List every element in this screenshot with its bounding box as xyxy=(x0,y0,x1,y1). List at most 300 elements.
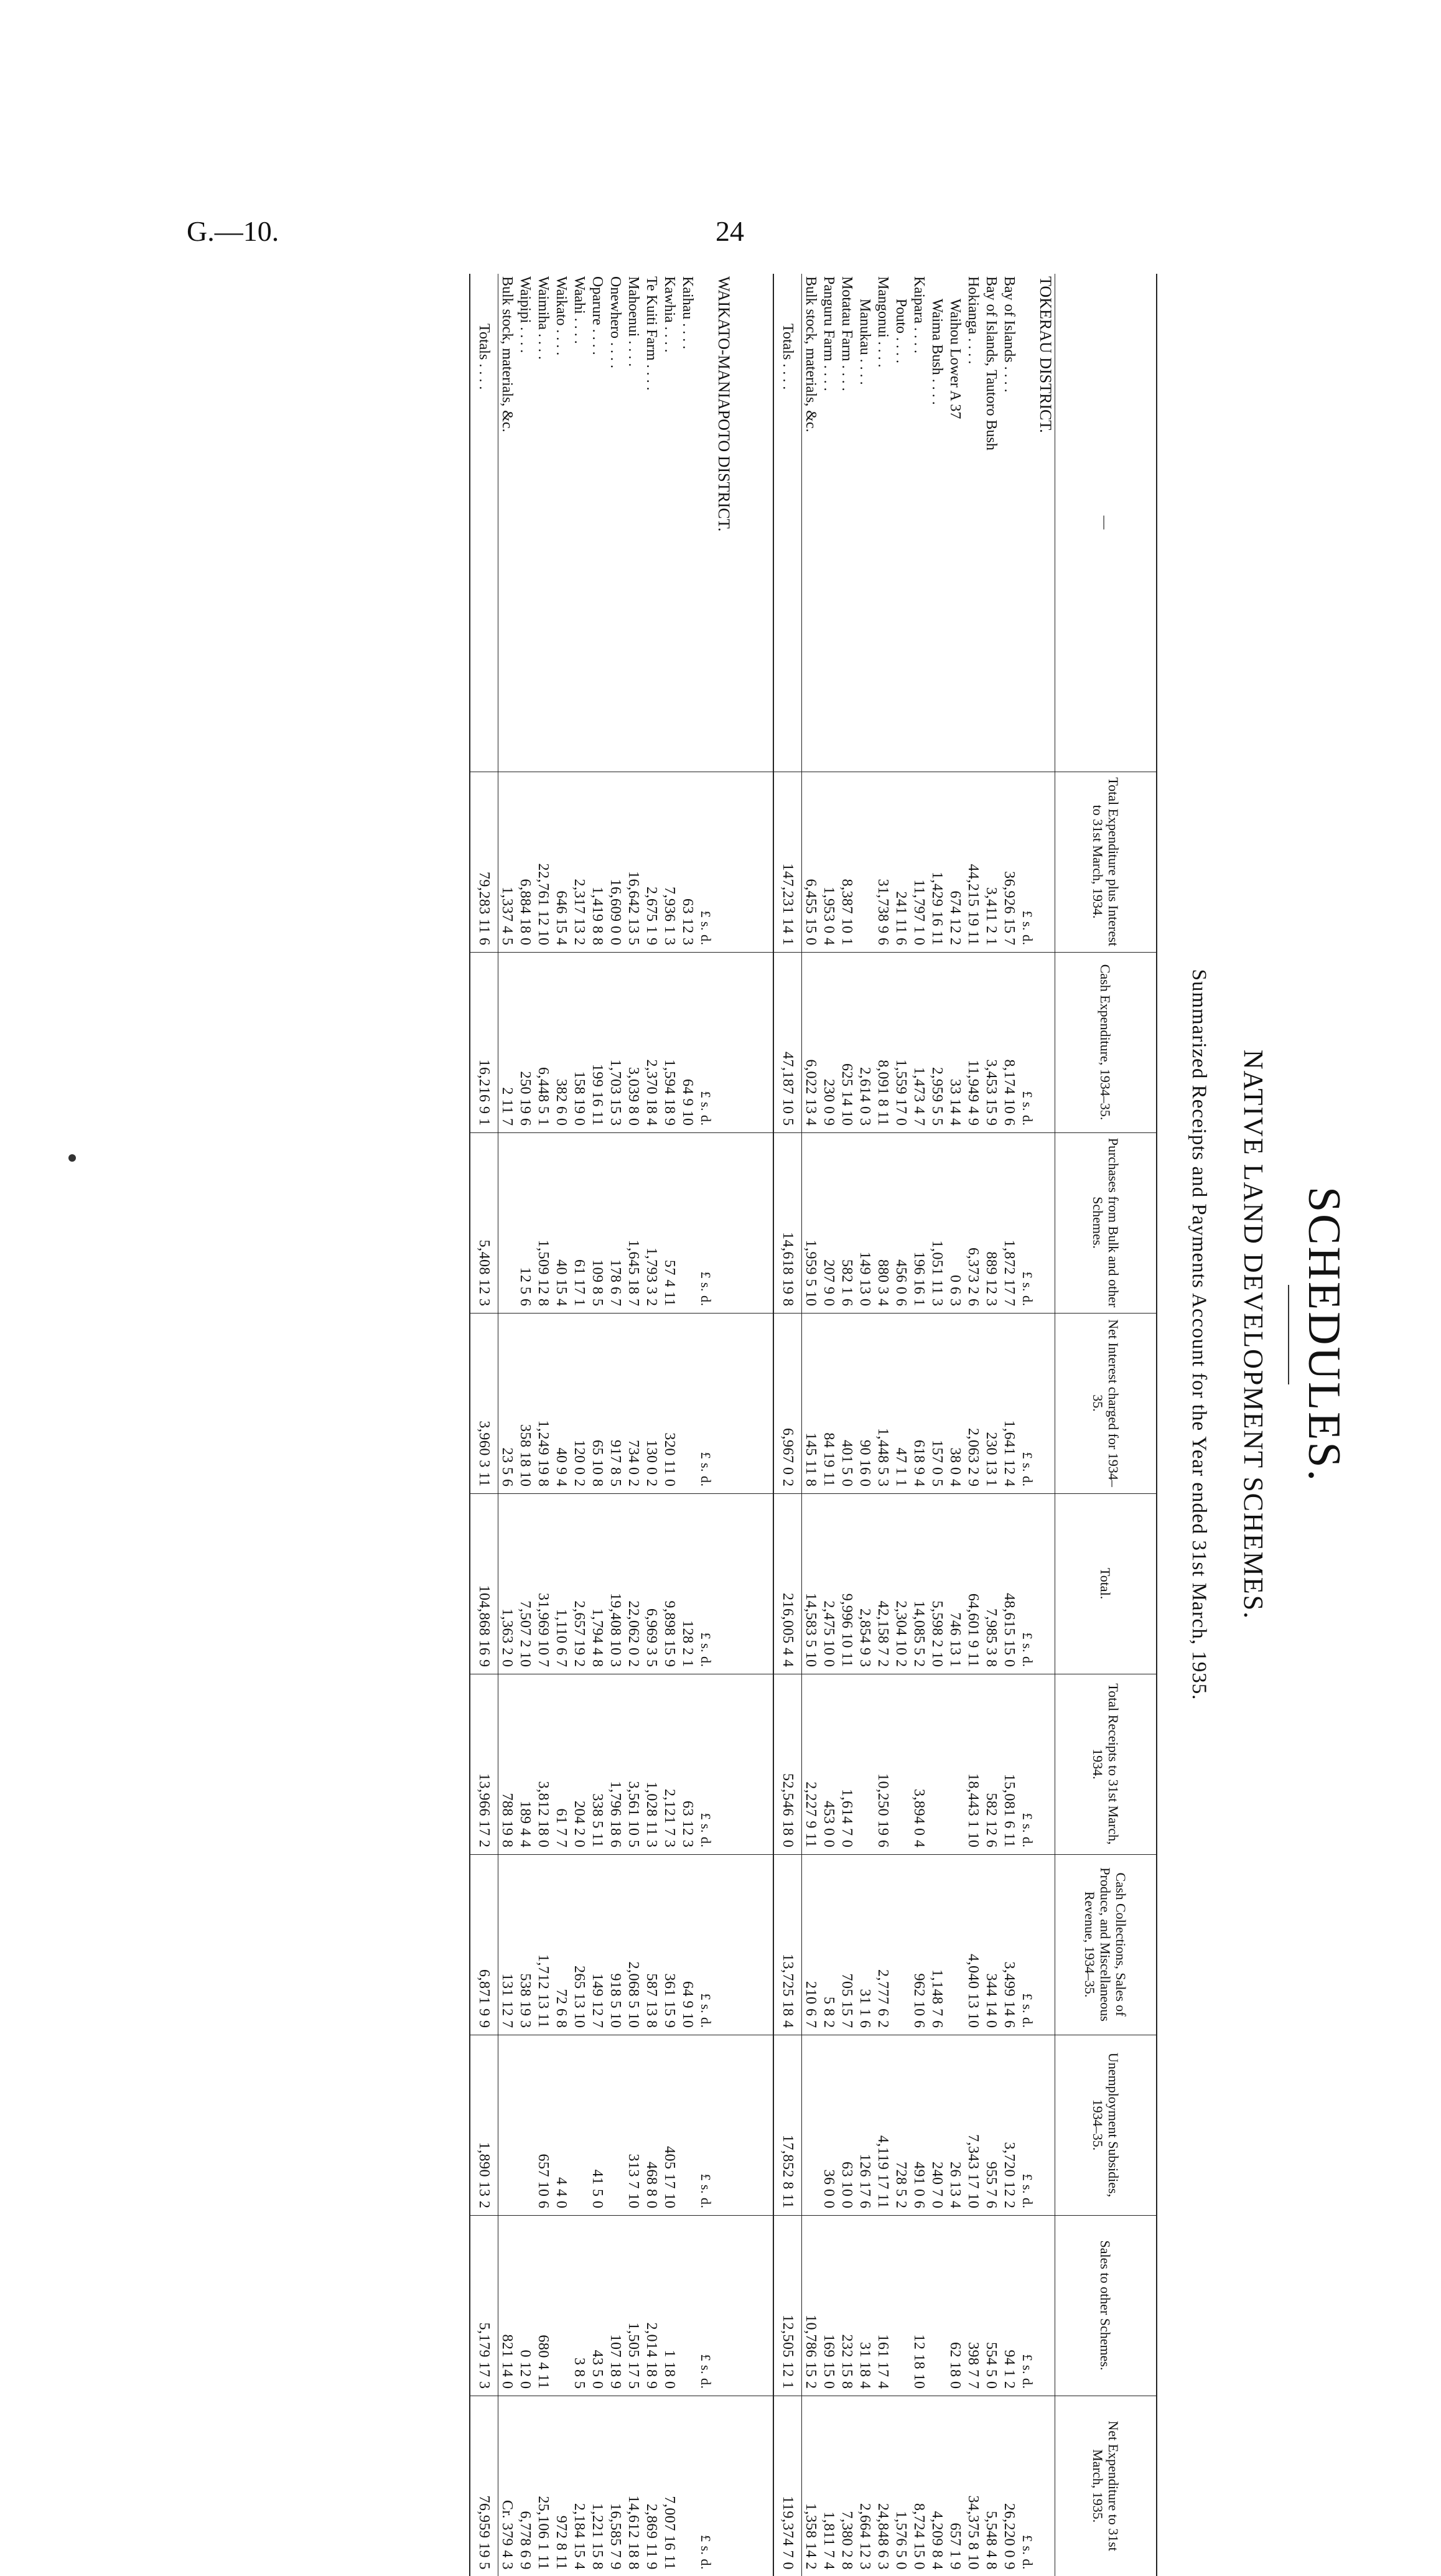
amount-cell: 6,022 13 4 xyxy=(802,952,821,1132)
amount-cell: 4,209 8 4 xyxy=(928,2396,946,2576)
amount-cell: 6,884 18 0 xyxy=(516,772,534,952)
amount-cell: 44,215 19 11 xyxy=(964,772,982,952)
amount-cell: 240 7 0 xyxy=(928,2035,946,2215)
units-label: £ s. d. xyxy=(1019,1313,1037,1493)
amount-cell: 6,455 15 0 xyxy=(802,772,821,952)
amount-cell: 1,959 5 10 xyxy=(802,1132,821,1313)
units-label: £ s. d. xyxy=(697,952,715,1132)
amount-cell xyxy=(928,1674,946,1854)
rotated-page-content xyxy=(149,268,1369,2570)
amount-cell: 11,949 4 9 xyxy=(964,952,982,1132)
scheme-name: Panguru Farm . . . . xyxy=(821,276,837,391)
amount-cell: 1,645 18 7 xyxy=(625,1132,643,1313)
amount-cell: 15,081 6 11 xyxy=(1000,1674,1019,1854)
column-header: Total Expenditure plus Interest to 31st March, 1934. xyxy=(1055,772,1157,952)
table-row xyxy=(498,274,517,2576)
amount-cell: 680 4 11 xyxy=(534,2215,553,2396)
amount-cell xyxy=(679,2035,697,2215)
units-label: £ s. d. xyxy=(1019,952,1037,1132)
scheme-name: Te Kuiti Farm . . . . xyxy=(643,276,660,391)
total-amount: 119,374 7 0 xyxy=(773,2396,802,2576)
table-cell xyxy=(1037,2396,1055,2576)
scheme-name: Kawhia . . . . xyxy=(661,276,678,353)
units-label: £ s. d. xyxy=(697,1854,715,2035)
amount-cell: 401 5 0 xyxy=(838,1313,856,1493)
amount-cell: 43 5 0 xyxy=(589,2215,607,2396)
table-cell xyxy=(715,1132,733,1313)
amount-cell: 149 13 0 xyxy=(856,1132,874,1313)
amount-cell: 1,148 7 6 xyxy=(928,1854,946,2035)
amount-cell: 109 8 5 xyxy=(589,1132,607,1313)
column-header: Purchases from Bulk and other Schemes. xyxy=(1055,1132,1157,1313)
units-label: £ s. d. xyxy=(697,1313,715,1493)
amount-cell: 344 14 0 xyxy=(982,1854,1000,2035)
amount-cell: 130 0 2 xyxy=(643,1313,661,1493)
amount-cell: 788 19 8 xyxy=(498,1674,517,1854)
table-cell xyxy=(1037,1674,1055,1854)
amount-cell: 16,585 7 9 xyxy=(607,2396,625,2576)
amount-cell xyxy=(802,2035,821,2215)
totals-row xyxy=(773,274,802,2576)
total-amount: 12,505 12 1 xyxy=(773,2215,802,2396)
amount-cell: 204 2 0 xyxy=(571,1674,589,1854)
total-amount: 104,868 16 9 xyxy=(470,1493,498,1674)
amount-cell: 746 13 1 xyxy=(946,1493,964,1674)
table-row xyxy=(892,274,910,2576)
totals-row xyxy=(470,274,498,2576)
amount-cell: 3,561 10 5 xyxy=(625,1674,643,1854)
page-reference: G.—10. xyxy=(187,215,279,247)
table-cell xyxy=(715,2396,733,2576)
amount-cell: 34,375 8 10 xyxy=(964,2396,982,2576)
amount-cell: 61 7 7 xyxy=(553,1674,571,1854)
amount-cell: 36,926 15 7 xyxy=(1000,772,1019,952)
amount-cell: 917 8 5 xyxy=(607,1313,625,1493)
amount-cell: 178 6 7 xyxy=(607,1132,625,1313)
amount-cell: 2,121 7 3 xyxy=(661,1674,679,1854)
amount-cell xyxy=(498,1132,517,1313)
amount-cell: Cr. 379 4 3 xyxy=(498,2396,517,2576)
amount-cell: 705 15 7 xyxy=(838,1854,856,2035)
title-rule xyxy=(1288,1285,1289,1384)
amount-cell xyxy=(553,2215,571,2396)
scheme-name: Pouto . . . . xyxy=(893,299,910,364)
table-row xyxy=(802,274,821,2576)
amount-cell: 230 13 1 xyxy=(982,1313,1000,1493)
amount-cell: 149 12 7 xyxy=(589,1854,607,2035)
amount-cell: 8,724 15 0 xyxy=(910,2396,928,2576)
amount-cell: 1,363 2 0 xyxy=(498,1493,517,1674)
table-cell xyxy=(1037,1132,1055,1313)
amount-cell: 2,777 6 2 xyxy=(874,1854,892,2035)
total-amount: 5,179 17 3 xyxy=(470,2215,498,2396)
scheme-name: Kaipara . . . . xyxy=(911,276,928,353)
amount-cell xyxy=(516,2035,534,2215)
table-cell xyxy=(1037,1313,1055,1493)
amount-cell: 646 15 4 xyxy=(553,772,571,952)
table-cell xyxy=(1037,1854,1055,2035)
table-cell xyxy=(1037,952,1055,1132)
amount-cell: 398 7 7 xyxy=(964,2215,982,2396)
total-amount: 13,966 17 2 xyxy=(470,1674,498,1854)
spacer-cell xyxy=(733,1674,773,1854)
total-amount: 76,959 19 5 xyxy=(470,2396,498,2576)
amount-cell: 16,642 13 5 xyxy=(625,772,643,952)
amount-cell: 64 9 10 xyxy=(679,952,697,1132)
amount-cell: 361 15 9 xyxy=(661,1854,679,2035)
amount-cell xyxy=(856,1674,874,1854)
amount-cell: 582 1 6 xyxy=(838,1132,856,1313)
total-amount: 216,005 4 4 xyxy=(773,1493,802,1674)
district-heading-row xyxy=(1037,274,1055,2576)
amount-cell: 962 10 6 xyxy=(910,1854,928,2035)
table-row xyxy=(982,274,1000,2576)
amount-cell: 582 12 6 xyxy=(982,1674,1000,1854)
amount-cell: 657 10 6 xyxy=(534,2035,553,2215)
table-row xyxy=(661,274,679,2576)
amount-cell: 3,499 14 6 xyxy=(1000,1854,1019,2035)
district-heading: TOKERAU DISTRICT. xyxy=(1037,276,1055,433)
amount-cell: 14,612 18 8 xyxy=(625,2396,643,2576)
amount-cell: 61 17 1 xyxy=(571,1132,589,1313)
amount-cell: 120 0 2 xyxy=(571,1313,589,1493)
page-number: 24 xyxy=(716,215,744,247)
header-row xyxy=(1055,274,1157,2576)
amount-cell: 63 12 3 xyxy=(679,772,697,952)
scheme-name: Bay of Islands, Tautoro Bush xyxy=(983,276,1000,450)
amount-cell: 2,869 11 9 xyxy=(643,2396,661,2576)
amount-cell: 62 18 0 xyxy=(946,2215,964,2396)
amount-cell: 2,184 15 4 xyxy=(571,2396,589,2576)
amount-cell: 3,812 18 0 xyxy=(534,1674,553,1854)
amount-cell: 161 17 4 xyxy=(874,2215,892,2396)
scheme-name: Waimiha . . . . xyxy=(535,276,552,360)
amount-cell: 1,429 16 11 xyxy=(928,772,946,952)
amount-cell: 2,614 0 3 xyxy=(856,952,874,1132)
amount-cell: 241 11 6 xyxy=(892,772,910,952)
amount-cell: 1,473 4 7 xyxy=(910,952,928,1132)
table-row xyxy=(625,274,643,2576)
units-label: £ s. d. xyxy=(1019,2396,1037,2576)
scheme-name: Motatau Farm . . . . xyxy=(839,276,856,391)
amount-cell: 31,969 10 7 xyxy=(534,1493,553,1674)
amount-cell: 8,387 10 1 xyxy=(838,772,856,952)
table-cell xyxy=(1037,2215,1055,2396)
amount-cell: 1,221 15 8 xyxy=(589,2396,607,2576)
amount-cell: 1,051 11 3 xyxy=(928,1132,946,1313)
column-header: Net Expenditure to 31st March, 1935. xyxy=(1055,2396,1157,2576)
table-cell xyxy=(1019,274,1037,772)
amount-cell: 36 0 0 xyxy=(820,2035,838,2215)
amount-cell: 230 0 9 xyxy=(820,952,838,1132)
scheme-name: Bay of Islands . . . . xyxy=(1001,276,1018,393)
amount-cell: 7,936 1 3 xyxy=(661,772,679,952)
amount-cell: 9,996 10 11 xyxy=(838,1493,856,1674)
amount-cell: 47 1 1 xyxy=(892,1313,910,1493)
amount-cell: 31,738 9 6 xyxy=(874,772,892,952)
amount-cell: 4,040 13 10 xyxy=(964,1854,982,2035)
scheme-name: Hokianga . . . . xyxy=(965,276,982,365)
total-amount: 13,725 18 4 xyxy=(773,1854,802,2035)
amount-cell: 57 4 11 xyxy=(661,1132,679,1313)
amount-cell: 1,337 4 5 xyxy=(498,772,517,952)
table-cell xyxy=(715,2215,733,2396)
spacer-cell xyxy=(733,1132,773,1313)
amount-cell: 1,614 7 0 xyxy=(838,1674,856,1854)
district-heading: WAIKATO-MANIAPOTO DISTRICT. xyxy=(715,276,734,532)
amount-cell: 157 0 5 xyxy=(928,1313,946,1493)
units-label: £ s. d. xyxy=(697,772,715,952)
column-header: Sales to other Schemes. xyxy=(1055,2215,1157,2396)
amount-cell xyxy=(946,1854,964,2035)
amount-cell: 40 9 4 xyxy=(553,1313,571,1493)
scheme-name: Waipipi . . . . xyxy=(517,276,534,353)
amount-cell: 1,793 3 2 xyxy=(643,1132,661,1313)
amount-cell: 84 19 11 xyxy=(820,1313,838,1493)
table-row xyxy=(946,274,964,2576)
amount-cell: 25,106 1 11 xyxy=(534,2396,553,2576)
amount-cell: 728 5 2 xyxy=(892,2035,910,2215)
units-label: £ s. d. xyxy=(697,1674,715,1854)
amount-cell: 10,250 19 6 xyxy=(874,1674,892,1854)
amount-cell: 1 18 0 xyxy=(661,2215,679,2396)
amount-cell: 1,796 18 6 xyxy=(607,1674,625,1854)
amount-cell: 1,448 5 3 xyxy=(874,1313,892,1493)
units-label: £ s. d. xyxy=(1019,2035,1037,2215)
amount-cell: 2,675 1 9 xyxy=(643,772,661,952)
table-cell xyxy=(697,274,715,772)
column-header: Cash Expenditure, 1934–35. xyxy=(1055,952,1157,1132)
amount-cell: 128 2 1 xyxy=(679,1493,697,1674)
units-label: £ s. d. xyxy=(1019,1674,1037,1854)
column-header: Cash Collections, Sales of Produce, and Miscellaneous Revenue, 1934–35. xyxy=(1055,1854,1157,2035)
table-row xyxy=(571,274,589,2576)
amount-cell: 24,848 6 3 xyxy=(874,2396,892,2576)
bullet-dot xyxy=(68,1154,76,1162)
table-row xyxy=(910,274,928,2576)
amount-cell: 456 0 6 xyxy=(892,1132,910,1313)
amount-cell: 2,227 9 11 xyxy=(802,1674,821,1854)
amount-cell: 31 1 6 xyxy=(856,1854,874,2035)
amount-cell: 7,380 2 8 xyxy=(838,2396,856,2576)
amount-cell: 42,158 7 2 xyxy=(874,1493,892,1674)
total-amount: 6,967 0 2 xyxy=(773,1313,802,1493)
amount-cell: 657 1 9 xyxy=(946,2396,964,2576)
amount-cell xyxy=(946,1674,964,1854)
units-label: £ s. d. xyxy=(697,1132,715,1313)
amount-cell: 1,358 14 2 xyxy=(802,2396,821,2576)
table-cell xyxy=(715,1854,733,2035)
amount-cell: 4 4 0 xyxy=(553,2035,571,2215)
amount-cell: 2,068 5 10 xyxy=(625,1854,643,2035)
amount-cell: 10,786 15 2 xyxy=(802,2215,821,2396)
amount-cell: 19,408 10 3 xyxy=(607,1493,625,1674)
amount-cell: 7,985 3 8 xyxy=(982,1493,1000,1674)
scheme-name: Onewhero . . . . xyxy=(607,276,624,368)
table-row xyxy=(607,274,625,2576)
table-row xyxy=(874,274,892,2576)
amount-cell: 2,063 2 9 xyxy=(964,1313,982,1493)
amount-cell: 3,039 8 0 xyxy=(625,952,643,1132)
total-amount: 47,187 10 5 xyxy=(773,952,802,1132)
amount-cell: 618 9 4 xyxy=(910,1313,928,1493)
amount-cell xyxy=(571,2035,589,2215)
table-row xyxy=(820,274,838,2576)
account-heading: Summarized Receipts and Payments Account for the Year ended 31st March, 1935. xyxy=(1188,969,1210,1701)
amount-cell: 1,811 7 4 xyxy=(820,2396,838,2576)
amount-cell: 196 16 1 xyxy=(910,1132,928,1313)
amount-cell: 625 14 10 xyxy=(838,952,856,1132)
column-header: Total Receipts to 31st March, 1934. xyxy=(1055,1674,1157,1854)
amount-cell: 265 13 10 xyxy=(571,1854,589,2035)
amount-cell: 158 19 0 xyxy=(571,952,589,1132)
amount-cell: 8,091 8 11 xyxy=(874,952,892,1132)
amount-cell: 405 17 10 xyxy=(661,2035,679,2215)
amount-cell: 538 19 3 xyxy=(516,1854,534,2035)
amount-cell: 189 4 4 xyxy=(516,1674,534,1854)
amount-cell: 1,594 18 9 xyxy=(661,952,679,1132)
units-row xyxy=(697,274,715,2576)
amount-cell xyxy=(679,1132,697,1313)
amount-cell: 1,953 0 4 xyxy=(820,772,838,952)
amount-cell: 468 8 0 xyxy=(643,2035,661,2215)
table-cell xyxy=(715,1313,733,1493)
amount-cell: 8,174 10 6 xyxy=(1000,952,1019,1132)
amount-cell xyxy=(928,2215,946,2396)
amount-cell xyxy=(679,2215,697,2396)
amount-cell: 145 11 8 xyxy=(802,1313,821,1493)
amount-cell: 126 17 6 xyxy=(856,2035,874,2215)
amount-cell: 41 5 0 xyxy=(589,2035,607,2215)
scheme-name: Waima Bush . . . . xyxy=(929,299,946,405)
amount-cell: 1,712 13 11 xyxy=(534,1854,553,2035)
amount-cell: 3 8 5 xyxy=(571,2215,589,2396)
amount-cell: 1,641 12 4 xyxy=(1000,1313,1019,1493)
amount-cell: 38 0 4 xyxy=(946,1313,964,1493)
amount-cell: 26,220 0 9 xyxy=(1000,2396,1019,2576)
amount-cell: 313 7 10 xyxy=(625,2035,643,2215)
amount-cell: 250 19 6 xyxy=(516,952,534,1132)
amount-cell: 2,959 5 5 xyxy=(928,952,946,1132)
amount-cell: 94 1 2 xyxy=(1000,2215,1019,2396)
table-row xyxy=(856,274,874,2576)
table-row xyxy=(516,274,534,2576)
amount-cell: 382 6 0 xyxy=(553,952,571,1132)
amount-cell: 880 3 4 xyxy=(874,1132,892,1313)
total-amount: 3,960 3 11 xyxy=(470,1313,498,1493)
totals-label: Totals . . . . xyxy=(773,274,802,772)
amount-cell: 7,007 16 11 xyxy=(661,2396,679,2576)
units-label: £ s. d. xyxy=(697,1493,715,1674)
amount-cell: 1,028 11 3 xyxy=(643,1674,661,1854)
amount-cell: 3,453 15 9 xyxy=(982,952,1000,1132)
amount-cell: 2,854 9 3 xyxy=(856,1493,874,1674)
amount-cell xyxy=(607,2035,625,2215)
amount-cell xyxy=(679,2396,697,2576)
amount-cell: 18,443 1 10 xyxy=(964,1674,982,1854)
units-label: £ s. d. xyxy=(1019,1493,1037,1674)
amount-cell: 64 9 10 xyxy=(679,1854,697,2035)
units-label: £ s. d. xyxy=(697,2215,715,2396)
amount-cell: 2,657 19 2 xyxy=(571,1493,589,1674)
scheme-name: Bulk stock, materials, &c. xyxy=(499,276,516,432)
amount-cell: 1,110 6 7 xyxy=(553,1493,571,1674)
column-header: Total. xyxy=(1055,1493,1157,1674)
amount-cell: 26 13 4 xyxy=(946,2035,964,2215)
amount-cell: 889 12 3 xyxy=(982,1132,1000,1313)
scheme-name: Bulk stock, materials, &c. xyxy=(803,276,819,432)
amount-cell: 554 5 0 xyxy=(982,2215,1000,2396)
amount-cell: 107 18 9 xyxy=(607,2215,625,2396)
amount-cell: 5 8 2 xyxy=(820,1854,838,2035)
amount-cell: 6,778 6 9 xyxy=(516,2396,534,2576)
amount-cell xyxy=(892,1854,910,2035)
amount-cell: 5,548 4 8 xyxy=(982,2396,1000,2576)
spacer-cell xyxy=(733,2396,773,2576)
amount-cell: 22,761 12 10 xyxy=(534,772,553,952)
amount-cell: 1,576 5 0 xyxy=(892,2396,910,2576)
amount-cell xyxy=(856,772,874,952)
amount-cell: 48,615 15 0 xyxy=(1000,1493,1019,1674)
amount-cell: 23 5 6 xyxy=(498,1313,517,1493)
amount-cell: 2,014 18 9 xyxy=(643,2215,661,2396)
amount-cell: 0 6 3 xyxy=(946,1132,964,1313)
amount-cell: 14,085 5 2 xyxy=(910,1493,928,1674)
total-amount: 16,216 9 1 xyxy=(470,952,498,1132)
amount-cell: 3,720 12 2 xyxy=(1000,2035,1019,2215)
table-row xyxy=(964,274,982,2576)
scheme-name: Waikato . . . . xyxy=(553,276,570,356)
units-label: £ s. d. xyxy=(697,2035,715,2215)
table-cell xyxy=(1037,2035,1055,2215)
column-header: Unemployment Subsidies, 1934–35. xyxy=(1055,2035,1157,2215)
amount-cell: 14,583 5 10 xyxy=(802,1493,821,1674)
scheme-name: Kaihau . . . . xyxy=(679,276,696,350)
district-heading-row xyxy=(715,274,733,2576)
amount-cell: 1,559 17 0 xyxy=(892,952,910,1132)
amount-cell: 9,898 15 9 xyxy=(661,1493,679,1674)
amount-cell xyxy=(892,1674,910,1854)
amount-cell: 2,304 10 2 xyxy=(892,1493,910,1674)
units-label: £ s. d. xyxy=(697,2396,715,2576)
spacer-cell xyxy=(733,1493,773,1674)
amount-cell: 31 18 4 xyxy=(856,2215,874,2396)
total-amount: 14,618 19 8 xyxy=(773,1132,802,1313)
amount-cell: 64,601 9 11 xyxy=(964,1493,982,1674)
amount-cell: 16,609 0 0 xyxy=(607,772,625,952)
table-cell xyxy=(1037,772,1055,952)
amount-cell xyxy=(679,1313,697,1493)
amount-cell: 955 7 6 xyxy=(982,2035,1000,2215)
amount-cell: 2,664 12 3 xyxy=(856,2396,874,2576)
spacer-cell xyxy=(733,2215,773,2396)
amount-cell: 918 5 10 xyxy=(607,1854,625,2035)
units-label: £ s. d. xyxy=(1019,772,1037,952)
spacer-cell xyxy=(733,274,773,772)
total-amount: 79,283 11 6 xyxy=(470,772,498,952)
amount-cell: 453 0 0 xyxy=(820,1674,838,1854)
spacer-cell xyxy=(733,1313,773,1493)
amount-cell: 1,872 17 7 xyxy=(1000,1132,1019,1313)
amount-cell: 72 6 8 xyxy=(553,1854,571,2035)
amount-cell: 90 16 0 xyxy=(856,1313,874,1493)
amount-cell: 199 16 11 xyxy=(589,952,607,1132)
table-cell xyxy=(1037,1493,1055,1674)
amount-cell: 4,119 17 11 xyxy=(874,2035,892,2215)
schedules-title: SCHEDULES. xyxy=(1299,1186,1350,1483)
total-amount: 52,546 18 0 xyxy=(773,1674,802,1854)
amount-cell: 2,370 18 4 xyxy=(643,952,661,1132)
